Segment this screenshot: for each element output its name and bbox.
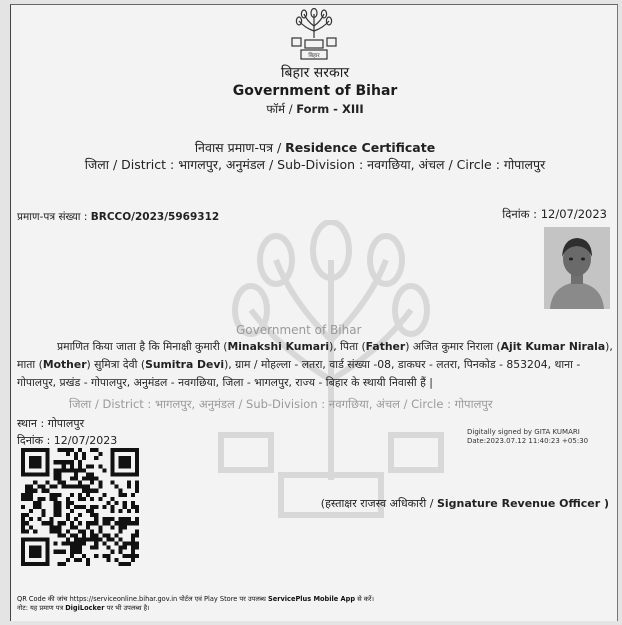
emblem-label: बिहार bbox=[308, 53, 320, 59]
issue-date-value: 12/07/2023 bbox=[53, 434, 118, 447]
body-text: प्रमाणित किया जाता है कि मिनाक्षी कुमारी ( bbox=[57, 340, 228, 353]
body-line-3: गोपालपुर, प्रखंड - गोपालपुर, अनुमंडल - नवगछिया, जिला - भागलपुर, राज्य - बिहार के स्थायी निवासी हैं | bbox=[17, 376, 433, 389]
issue-place-value: गोपालपुर bbox=[47, 417, 85, 430]
body-text: ), ग्राम / मोहल्ला - लतरा, वार्ड संख्या -08, डाकघर - लतरा, पिनकोड - 853204, थाना - bbox=[224, 358, 581, 371]
form-english: Form - XIII bbox=[296, 102, 364, 116]
certificate-number bbox=[17, 210, 219, 224]
mother-label: Mother bbox=[42, 358, 87, 371]
signature-label bbox=[321, 496, 609, 511]
certificate-title-hindi: निवास प्रमाण-पत्र bbox=[194, 140, 273, 155]
certificate-title: निवास प्रमाण-पत्र / Residence Certificate bbox=[194, 140, 436, 155]
footer-text: नोट: यह प्रमाण पत्र bbox=[17, 604, 66, 612]
digital-signature-date: Date:2023.07.12 11:40:23 +05:30 bbox=[467, 437, 589, 445]
issue-date-label: दिनांक : bbox=[17, 434, 51, 447]
footer-text: पर भी उपलब्ध है। bbox=[104, 604, 150, 612]
title-english: Government of Bihar bbox=[232, 83, 398, 99]
father-name-english: Ajit Kumar Nirala bbox=[500, 340, 606, 353]
body-text: ) अजित कुमार निराला ( bbox=[405, 340, 501, 353]
footer-digilocker: DigiLocker bbox=[65, 604, 105, 612]
footer-text: QR Code की जांच https://serviceonline.bihar.gov.in पोर्टल एवं Play Store पर उपलब्ध bbox=[17, 595, 269, 603]
certificate-date-label: दिनांक : bbox=[502, 207, 538, 221]
certificate-title-english: Residence Certificate bbox=[285, 140, 436, 155]
certificate-page bbox=[10, 4, 618, 621]
applicant-photo bbox=[544, 227, 610, 309]
body-line-1 bbox=[17, 338, 615, 356]
signature-label-hindi: (हस्ताक्षर राजस्व अधिकारी / bbox=[320, 497, 434, 510]
issue-place-label: स्थान : bbox=[17, 417, 45, 430]
qr-code[interactable] bbox=[21, 448, 139, 566]
person-photo-icon bbox=[544, 227, 610, 309]
body-text: ) सुमित्रा देवी ( bbox=[86, 358, 146, 371]
footer-note bbox=[17, 595, 374, 613]
issue-date bbox=[17, 433, 117, 448]
certificate-number-label: प्रमाण-पत्र संख्या : bbox=[17, 211, 88, 223]
signature-label-english: Signature Revenue Officer ) bbox=[436, 497, 609, 510]
certificate-date bbox=[502, 207, 607, 222]
applicant-name-english: Minakshi Kumari bbox=[227, 340, 330, 353]
bihar-emblem-icon bbox=[284, 8, 344, 60]
footer-app-name: ServicePlus Mobile App bbox=[268, 595, 356, 603]
mother-name-english: Sumitra Devi bbox=[145, 358, 225, 371]
watermark-district-line: जिला / District : भागलपुर, अनुमंडल / Sub-Division : नवगछिया, अंचल / Circle : गोपालपुर bbox=[69, 397, 493, 411]
form-hindi: फॉर्म bbox=[266, 102, 286, 116]
footer-line-2 bbox=[17, 604, 374, 613]
digital-signature-signer: Digitally signed by GITA KUMARI bbox=[467, 428, 580, 436]
watermark-text: Government of Bihar bbox=[236, 323, 362, 337]
body-text: माता ( bbox=[17, 358, 43, 371]
digital-signature bbox=[467, 428, 588, 446]
footer-line-1 bbox=[17, 595, 374, 604]
certificate-date-value: 12/07/2023 bbox=[540, 207, 607, 221]
certificate-number-value: BRCCO/2023/5969312 bbox=[90, 211, 220, 223]
title-hindi: बिहार सरकार bbox=[280, 65, 350, 81]
footer-text: से करें। bbox=[355, 595, 375, 603]
body-text: ), पिता ( bbox=[329, 340, 366, 353]
form-number: फॉर्म / Form - XIII bbox=[266, 102, 364, 116]
body-line-2 bbox=[17, 356, 615, 374]
father-label: Father bbox=[365, 340, 406, 353]
certificate-body bbox=[17, 338, 615, 392]
district-line: जिला / District : भागलपुर, अनुमंडल / Sub-Division : नवगछिया, अंचल / Circle : गोपालपुर bbox=[84, 157, 546, 172]
body-text: ), bbox=[605, 340, 613, 353]
issue-place bbox=[17, 416, 84, 431]
